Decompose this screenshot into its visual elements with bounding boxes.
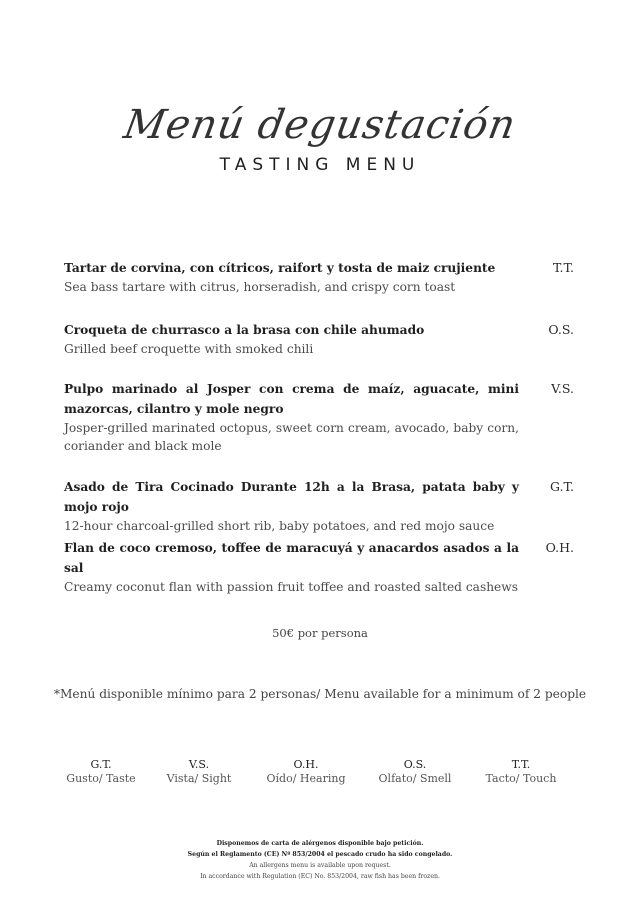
- sense-code: G.T.: [90, 758, 112, 771]
- menu-item: [64, 477, 574, 535]
- sense-label: Tacto/ Touch: [485, 772, 557, 785]
- sense-label: Olfato/ Smell: [378, 772, 452, 785]
- dish-sense-code: T.T.: [553, 260, 574, 275]
- dish-description: Grilled beef croquette with smoked chili: [64, 342, 314, 356]
- dish-name: Croqueta de churrasco a la brasa con chile ahumado: [64, 323, 425, 337]
- dish-name: Flan de coco cremoso, toffee de maracuyá y anacardos asados a la sal: [64, 541, 519, 575]
- regulation-notice-en: In accordance with Regulation (EC) No. 853/2004, raw fish has been frozen.: [200, 873, 440, 880]
- dish-description: 12-hour charcoal-grilled short rib, baby potatoes, and red mojo sauce: [64, 519, 495, 533]
- sense-legend-item: [466, 758, 576, 786]
- script-title: Menú degustación: [120, 102, 520, 148]
- sense-label: Vista/ Sight: [166, 772, 232, 785]
- dish-sense-code: G.T.: [550, 479, 574, 494]
- allergen-notice-es: Disponemos de carta de alérgenos disponible bajo petición.: [216, 840, 424, 847]
- menu-item: [64, 258, 574, 296]
- sense-legend-item: [144, 758, 254, 786]
- page-title: TASTING MENU: [219, 155, 421, 175]
- sense-code: V.S.: [188, 758, 210, 771]
- dish-description: Sea bass tartare with citrus, horseradish, and crispy corn toast: [64, 280, 456, 294]
- sense-legend-item: [360, 758, 470, 786]
- minimum-people-note: *Menú disponible mínimo para 2 personas/ Menu available for a minimum of 2 people: [53, 687, 587, 701]
- dish-name: Pulpo marinado al Josper con crema de maíz, aguacate, mini mazorcas, cilantro y mole negro: [64, 382, 519, 416]
- dish-name: Tartar de corvina, con cítricos, raifort y tosta de maiz crujiente: [64, 261, 496, 275]
- menu-item: [64, 320, 574, 358]
- dish-name: Asado de Tira Cocinado Durante 12h a la Brasa, patata baby y mojo rojo: [64, 480, 519, 514]
- sense-label: Gusto/ Taste: [66, 772, 136, 785]
- dish-sense-code: V.S.: [551, 381, 574, 396]
- sense-label: Oído/ Hearing: [266, 772, 346, 785]
- price-per-person: 50€ por persona: [272, 626, 368, 640]
- menu-item: [64, 538, 574, 596]
- sense-legend-item: [46, 758, 156, 786]
- allergen-notice-en: An allergens menu is available upon request.: [249, 862, 391, 869]
- regulation-notice-es: Según el Reglamento (CE) Nº 853/2004 el pescado crudo ha sido congelado.: [187, 851, 453, 858]
- dish-sense-code: O.S.: [548, 322, 574, 337]
- sense-code: O.H.: [293, 758, 319, 771]
- menu-item: [64, 379, 574, 455]
- sense-code: T.T.: [511, 758, 531, 771]
- senses-legend: [46, 758, 606, 798]
- dish-description: Josper-grilled marinated octopus, sweet corn cream, avocado, baby corn, coriander and black mole: [64, 421, 519, 453]
- dish-sense-code: O.H.: [545, 540, 574, 555]
- dish-description: Creamy coconut flan with passion fruit toffee and roasted salted cashews: [64, 580, 518, 594]
- sense-code: O.S.: [403, 758, 427, 771]
- legal-notice: [0, 838, 640, 882]
- sense-legend-item: [251, 758, 361, 786]
